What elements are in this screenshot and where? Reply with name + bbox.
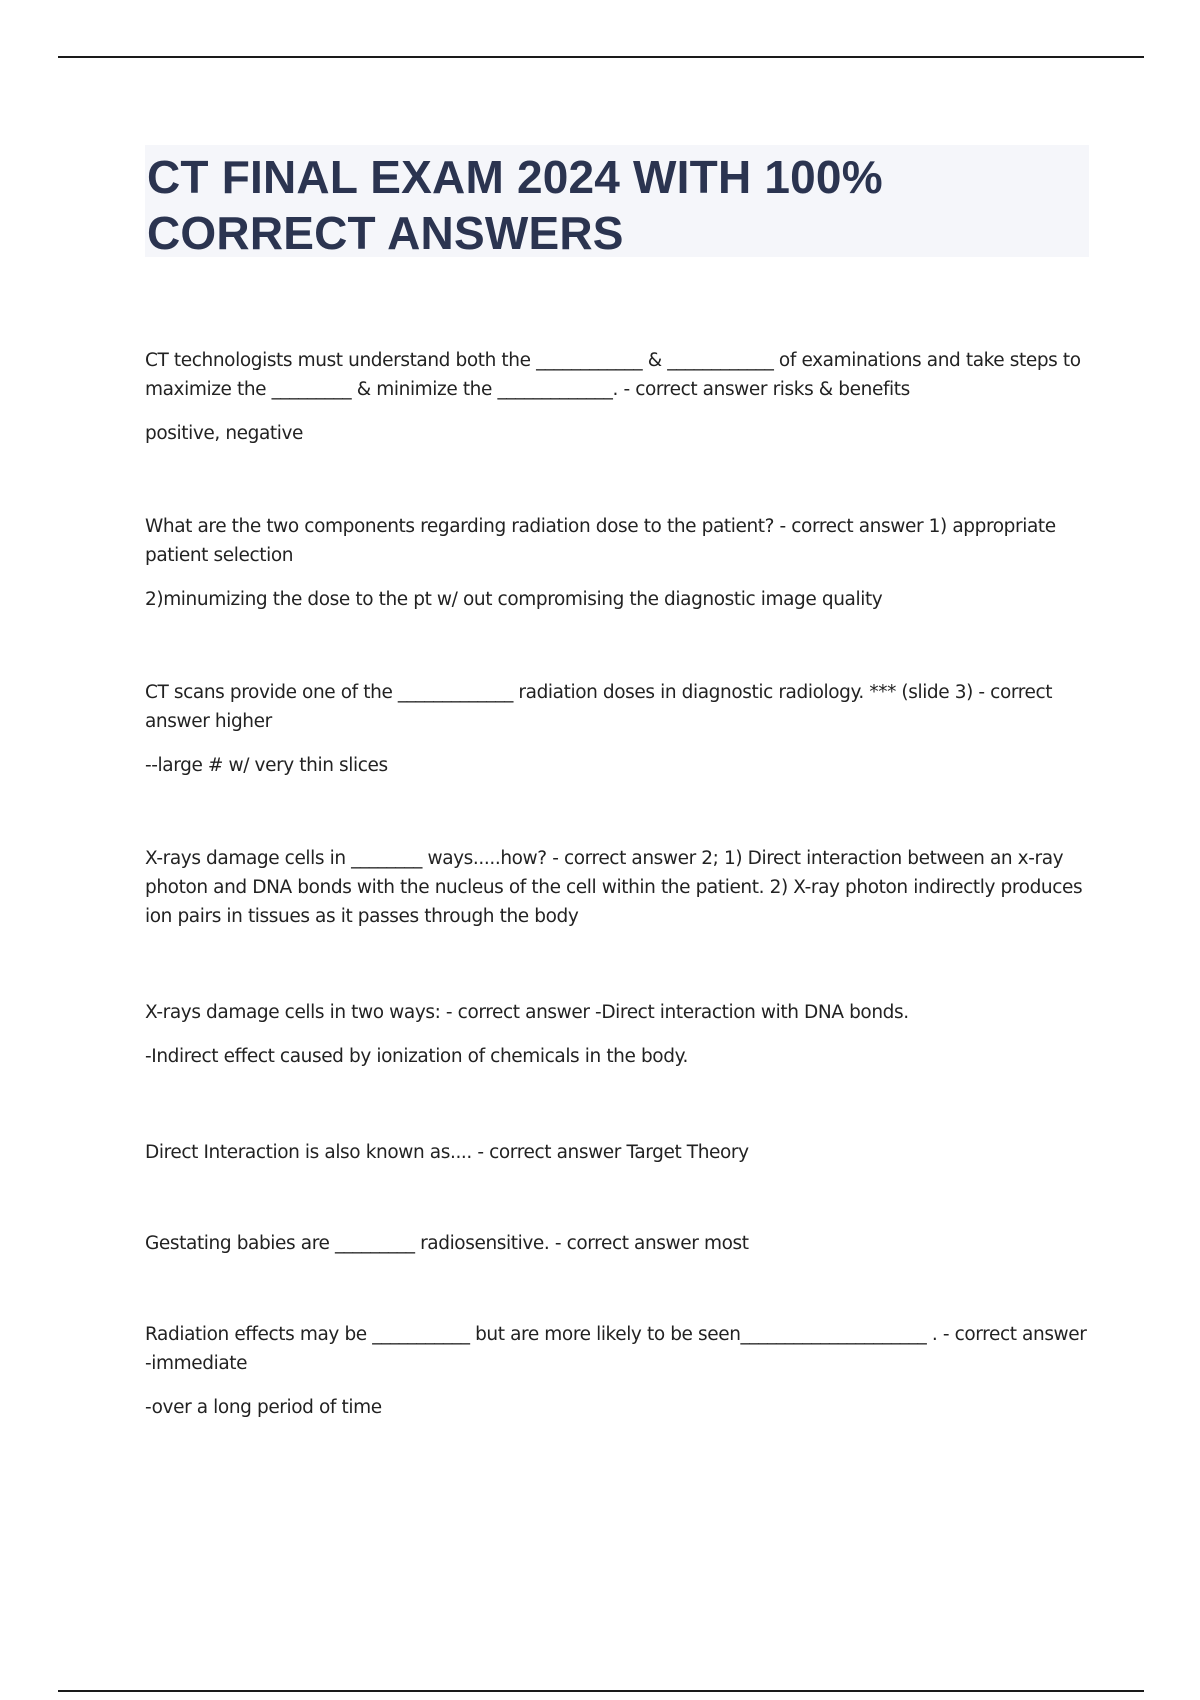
bottom-rule <box>58 1690 1144 1692</box>
question-text: X-rays damage cells in ________ ways.....how? - correct answer 2; 1) Direct interaction between an x-ray photon and DNA bonds with the nucleus of the cell within the patient. 2) X-ray photon indirectly produces ion pairs in tissues as it passes through the body <box>145 848 1083 927</box>
answer-continuation: --large # w/ very thin slices <box>145 755 388 776</box>
question-text: X-rays damage cells in two ways: - correct answer -Direct interaction with DNA bonds. <box>145 1002 909 1023</box>
title-banner <box>145 145 1089 257</box>
question-text: Radiation effects may be ___________ but are more likely to be seen_____________________ . - correct answer -immediate <box>145 1324 1087 1374</box>
top-rule <box>58 56 1144 58</box>
qa-item <box>145 1320 1090 1422</box>
qa-item <box>145 1229 749 1258</box>
qa-item <box>145 512 1090 614</box>
qa-item <box>145 346 1090 448</box>
qa-item <box>145 998 909 1071</box>
qa-item <box>145 678 1090 780</box>
answer-continuation: positive, negative <box>145 423 304 444</box>
question-text: CT technologists must understand both the ____________ & ____________ of examinations and take steps to maximize the _________ & minimize the _____________. - correct answer risks & benefits <box>145 350 1081 400</box>
answer-continuation: -Indirect effect caused by ionization of chemicals in the body. <box>145 1046 688 1067</box>
question-text: Gestating babies are _________ radiosensitive. - correct answer most <box>145 1233 749 1254</box>
question-text: CT scans provide one of the _____________ radiation doses in diagnostic radiology. *** (slide 3) - correct answer higher <box>145 682 1053 732</box>
question-text: Direct Interaction is also known as.... - correct answer Target Theory <box>145 1142 749 1163</box>
question-text: What are the two components regarding radiation dose to the patient? - correct answer 1) appropriate patient selection <box>145 516 1056 566</box>
answer-continuation: 2)minumizing the dose to the pt w/ out compromising the diagnostic image quality <box>145 589 883 610</box>
qa-item <box>145 1138 749 1167</box>
document-title: CT FINAL EXAM 2024 WITH 100% CORRECT ANSWERS <box>147 151 883 259</box>
qa-item <box>145 844 1090 931</box>
answer-continuation: -over a long period of time <box>145 1397 382 1418</box>
